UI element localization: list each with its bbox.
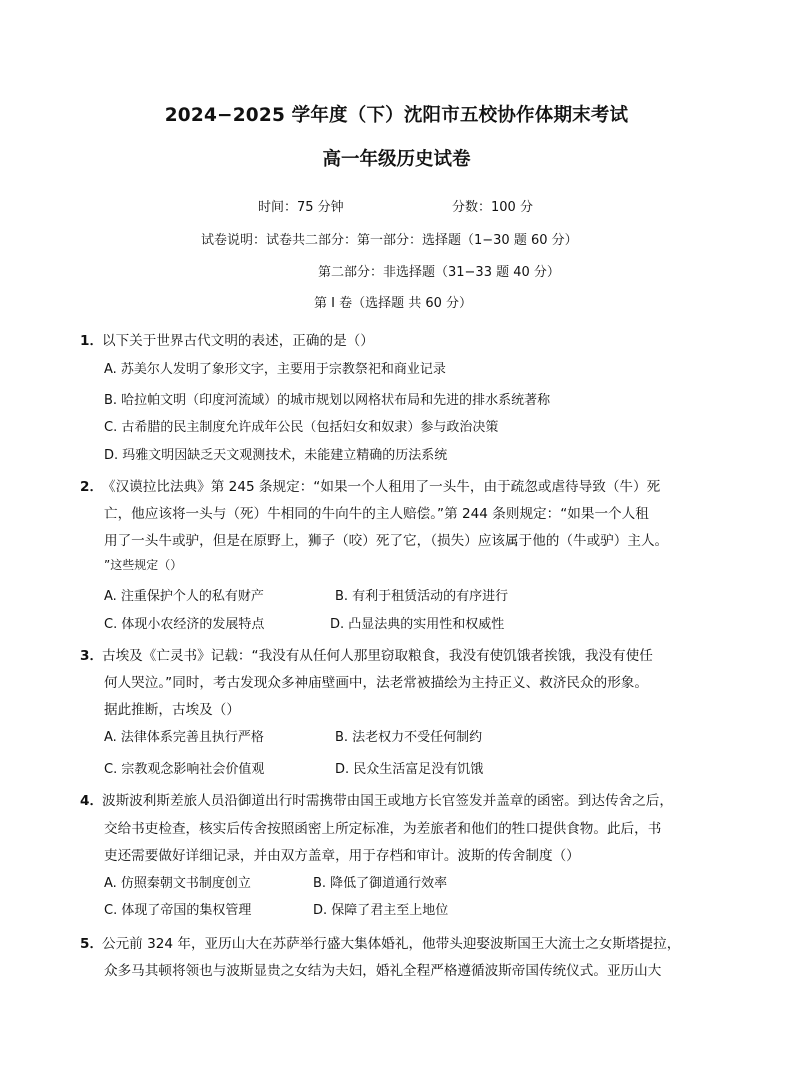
option-c: C. 古希腊的民主制度允许成年公民（包括妇女和奴隶）参与政治决策 [104,420,499,435]
question-stem-line: 波斯波利斯差旅人员沿御道出行时需携带由国王或地方长官签发并盖章的函密。到达传舍之后， [102,793,673,809]
question-stem-line: 以下关于世界古代文明的表述，正确的是（） [102,333,374,349]
option-b: B. 有利于租赁活动的有序进行 [335,589,509,604]
option-c: C. 体现了帝国的集权管理 [104,903,252,918]
question-stem-line: 据此推断，古埃及（） [104,702,240,718]
question-number: 2． [80,479,104,495]
option-d: D. 玛雅文明因缺乏天文观测技术，未能建立精确的历法系统 [104,448,448,463]
question-number: 5． [80,936,104,952]
exam-instructions-part1: 试卷说明：试卷共二部分：第一部分：选择题（1−30 题 60 分） [201,233,578,248]
option-b: B. 法老权力不受任何制约 [335,730,483,745]
option-a: A. 法律体系完善且执行严格 [104,730,264,745]
exam-subtitle: 高一年级历史试卷 [322,149,471,170]
option-d: D. 保障了君主至上地位 [313,903,449,918]
question-number: 4． [80,793,104,809]
option-a: A. 仿照秦朝文书制度创立 [104,876,251,891]
exam-time: 时间：75 分钟 [258,200,344,215]
question-stem-line: ”这些规定（） [104,558,183,572]
option-b: B. 降低了御道通行效率 [313,876,448,891]
exam-score: 分数：100 分 [452,200,533,215]
question-stem-line: 用了一头牛或驴，但是在原野上，狮子（咬）死了它，（损失）应该属于他的（牛或驴）主人。 [104,533,669,549]
question-number: 1． [80,333,104,349]
question-stem-line: 何人哭泣。”同时，考古发现众多神庙壁画中，法老常被描绘为主持正义、救济民众的形象。 [104,675,648,691]
question-stem-line: 吏还需要做好详细记录，并由双方盖章，用于存档和审计。波斯的传舍制度（） [104,848,580,864]
question-number: 3． [80,648,104,664]
exam-instructions-part2: 第二部分：非选择题（31−33 题 40 分） [318,265,560,280]
option-a: A. 苏美尔人发明了象形文字，主要用于宗教祭祀和商业记录 [104,362,446,377]
section-heading: 第 I 卷（选择题 共 60 分） [314,296,473,311]
question-stem-line: 公元前 324 年，亚历山大在苏萨举行盛大集体婚礼，他带头迎娶波斯国王大流士之女斯塔提拉， [102,936,681,952]
option-a: A. 注重保护个人的私有财产 [104,589,264,604]
question-stem-line: 《汉谟拉比法典》第 245 条规定：“如果一个人租用了一头牛，由于疏忽或虐待导致（牛）死 [102,479,661,495]
option-c: C. 体现小农经济的发展特点 [104,617,265,632]
option-d: D. 民众生活富足没有饥饿 [335,762,484,777]
option-c: C. 宗教观念影响社会价值观 [104,762,265,777]
question-stem-line: 亡，他应该将一头与（死）牛相同的牛向牛的主人赔偿。”第 244 条则规定：“如果一个人租 [104,506,649,522]
question-stem-line: 古埃及《亡灵书》记载：“我没有从任何人那里窃取粮食，我没有使饥饿者挨饿，我没有使任 [102,648,653,664]
question-stem-line: 交给书吏检查，核实后传舍按照函密上所定标准，为差旅者和他们的牲口提供食物。此后，书 [104,821,662,837]
option-d: D. 凸显法典的实用性和权威性 [330,617,505,632]
question-stem-line: 众多马其顿将领也与波斯显贵之女结为夫妇，婚礼全程严格遵循波斯帝国传统仪式。亚历山大 [104,963,662,979]
exam-title: 2024−2025 学年度（下）沈阳市五校协作体期末考试 [164,105,629,126]
option-b: B. 哈拉帕文明（印度河流域）的城市规划以网格状布局和先进的排水系统著称 [104,393,551,408]
